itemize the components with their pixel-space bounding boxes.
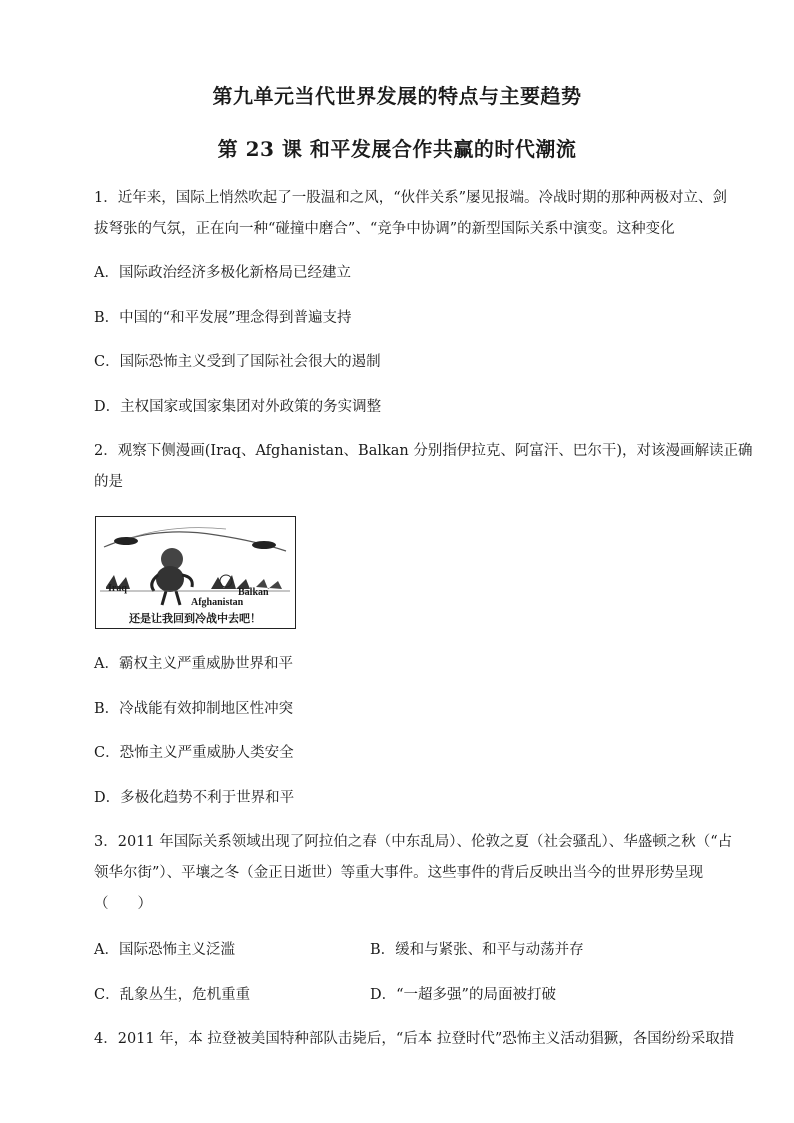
q2-option-b: B．冷战能有效抑制地区性冲突 (94, 701, 294, 717)
q3-option-c: C．乱象丛生，危机重重 (94, 987, 251, 1003)
q2-stem-line2: 的是 (94, 474, 123, 490)
cartoon-image (95, 516, 296, 629)
q4-stem-line1: 4．2011 年，本 拉登被美国特种部队击毙后，“后本 拉登时代”恐怖主义活动猖獗，各国纷纷采取措 (94, 1031, 735, 1047)
lesson-title: 第 23 课 和平发展合作共赢的时代潮流 (217, 137, 577, 161)
unit-title: 第九单元当代世界发展的特点与主要趋势 (212, 84, 582, 108)
q1-stem-line2: 拔弩张的气氛，正在向一种“碰撞中磨合”、“竞争中协调”的新型国际关系中演变。这种变化 (94, 221, 675, 237)
q2-stem-line1: 2．观察下侧漫画(Iraq、Afghanistan、Balkan 分别指伊拉克、阿富汗、巴尔干)，对该漫画解读正确 (94, 443, 753, 459)
q1-option-a: A．国际政治经济多极化新格局已经建立 (94, 265, 351, 281)
q3-option-a: A．国际恐怖主义泛滥 (94, 942, 235, 958)
cartoon-label-iraq: Iraq (108, 583, 127, 594)
q2-option-c: C．恐怖主义严重威胁人类安全 (94, 745, 294, 761)
q3-stem-line2: 领华尔街”）、平壤之冬（金正日逝世）等重大事件。这些事件的背后反映出当今的世界形势呈现 (94, 865, 704, 881)
q3-answer-blank: （ ） (94, 896, 152, 912)
cartoon-caption: 还是让我回到冷战中去吧！ (129, 612, 261, 625)
q3-option-d: D．“一超多强”的局面被打破 (370, 987, 556, 1003)
q1-option-d: D．主权国家或国家集团对外政策的务实调整 (94, 399, 382, 415)
q2-option-d: D．多极化趋势不利于世界和平 (94, 790, 295, 806)
cartoon-label-balkan: Balkan (238, 587, 269, 598)
q2-option-a: A．霸权主义严重威胁世界和平 (94, 656, 293, 672)
q1-option-b: B．中国的“和平发展”理念得到普遍支持 (94, 310, 352, 326)
cartoon-label-afghanistan: Afghanistan (191, 597, 244, 608)
q3-stem-line1: 3．2011 年国际关系领域出现了阿拉伯之春（中东乱局）、伦敦之夏（社会骚乱）、华盛顿之秋（“占 (94, 834, 733, 850)
q3-option-b: B．缓和与紧张、和平与动荡并存 (370, 942, 584, 958)
q1-option-c: C．国际恐怖主义受到了国际社会很大的遏制 (94, 354, 381, 370)
q1-stem-line1: 1．近年来，国际上悄然吹起了一股温和之风，“伙伴关系”屡见报端。冷战时期的那种两极对立、剑 (94, 190, 728, 206)
